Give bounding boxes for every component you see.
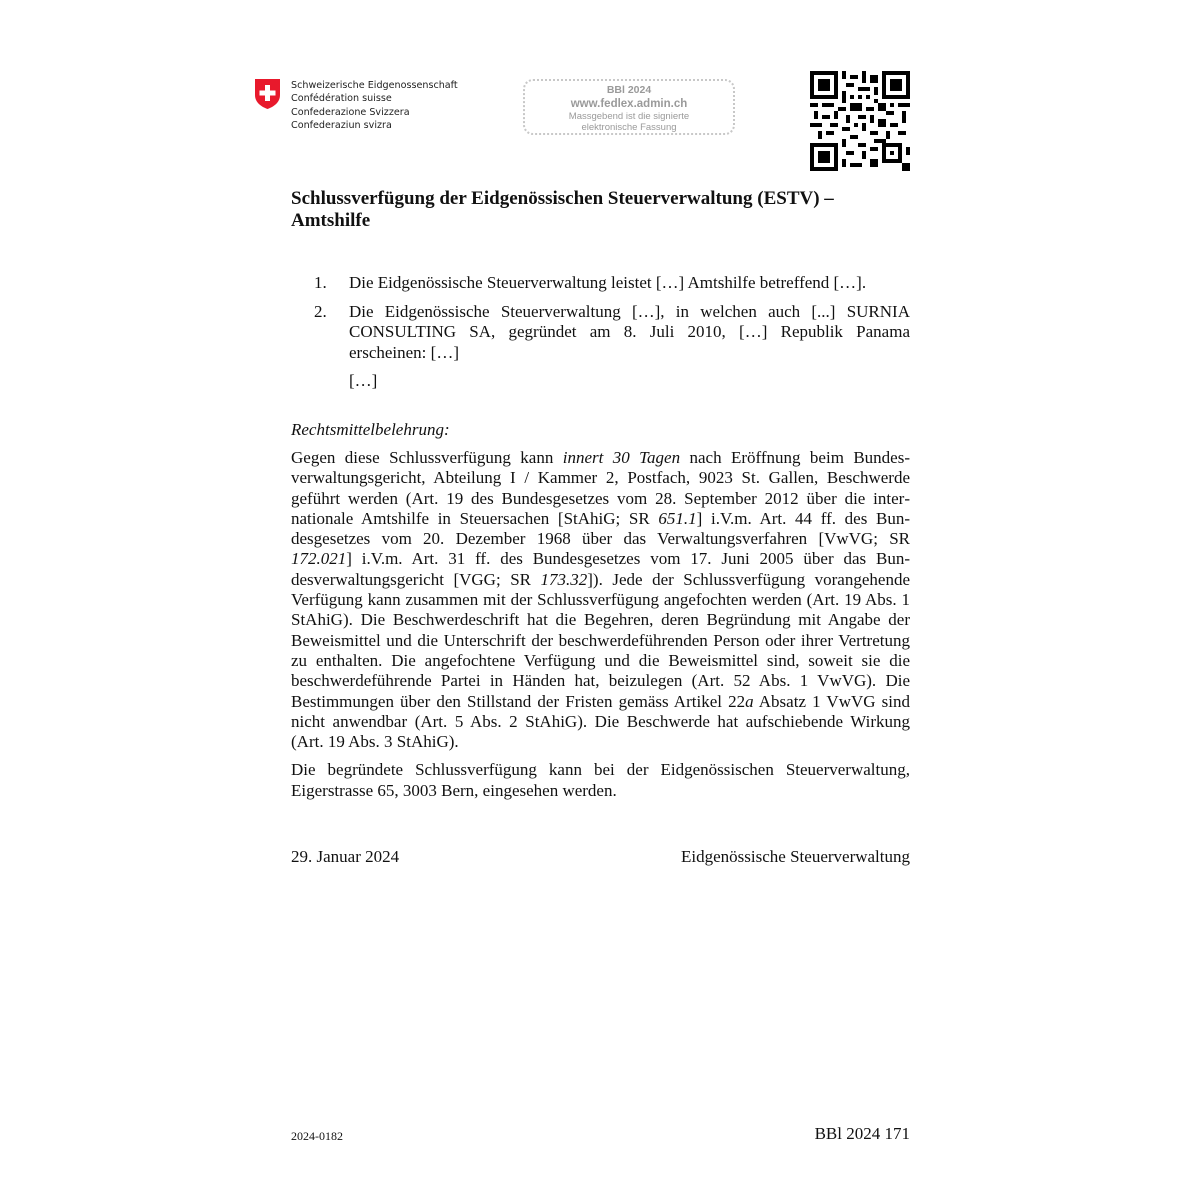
text-run: ] i.V.m. Art. 44 ff. des Bundesgesetzes vom 20. Dezember 1968 über das Verwaltungsverfahren [VwVG; SR: [291, 508, 910, 549]
text-run-italic: 173.32: [540, 569, 588, 589]
list-item-number: 2.: [314, 301, 327, 321]
stamp-bbl: BBl 2024: [606, 84, 652, 96]
confederation-names: [291, 79, 458, 132]
rechtsmittel-paragraph-1: [291, 448, 910, 752]
text-run: ]). Jede der Schlussverfügung vorangehende Verfügung kann zusammen mit der Schlussverfügung angefochten werden (Art. 19 Abs. 1 StAhiG). Die Beschwerdeschrift hat die Begehren, deren Begründung mit Angabe der Beweismittel und die Unterschrift der beschwerdeführenden Person oder ihrer Vertretung zu enthalten. Die angefochtene Verfügung und die Beweismittel sind, soweit sie die beschwerdeführende Partei in Händen hat, beizulegen (Art. 52 Abs. 1 VwVG). Die Bestimmungen über den Stillstand der Fristen gemäss Artikel 22: [291, 569, 910, 711]
rechtsmittel-paragraph-2: Die begründete Schlussverfügung kann bei der Eidgenössischen Steuerverwaltung, Eigerstrasse 65, 3003 Bern, eingesehen werden.: [291, 760, 910, 800]
text-run: ] i.V.m. Art. 31 ff. des Bundesgesetzes vom 17. Juni 2005 über das Bundesverwaltungsgericht [VGG; SR: [291, 549, 910, 589]
text-run: nach Eröffnung beim Bundesverwaltungsgericht, Abteilung I / Kammer 2, Postfach, 9023 St. Gallen, Beschwerde geführt werden (Art. 19 des Bundesgesetzes vom 28. September 2012 über die internationale Amtshilfe in Steuersachen [StAhiG; SR: [291, 448, 910, 528]
text-run-italic: innert 30 Tagen: [562, 448, 681, 467]
title-line-1: Schlussverfügung der Eidgenössischen Steuerverwaltung (ESTV) –: [291, 188, 834, 209]
document-number: 2024-0182: [291, 1129, 343, 1143]
list-ellipsis: […]: [349, 371, 378, 390]
bbl-reference: BBl 2024 171: [814, 1124, 910, 1143]
rechtsmittel-body: [291, 448, 910, 809]
text-run: Gegen diese Schlussverfügung kann: [291, 448, 563, 467]
document-date: 29. Januar 2024: [291, 847, 400, 866]
list-item: [291, 302, 910, 364]
title-line-2: Amtshilfe: [291, 210, 371, 231]
document-title: [291, 188, 910, 232]
list-item-text: Die Eidgenössische Steuerverwaltung leistet […] Amtshilfe betreffend […].: [349, 273, 867, 292]
stamp-url[interactable]: www.fedlex.admin.ch: [570, 98, 688, 110]
text-run: Absatz 1 VwVG sind nicht anwendbar (Art. 5 Abs. 2 StAhiG). Die Beschwerde hat aufschiebende Wirkung (Art. 19 Abs. 3 StAhiG).: [291, 691, 910, 752]
swiss-crest-icon: [254, 78, 281, 110]
list-item-number: 1.: [314, 273, 327, 292]
list-item: [291, 273, 910, 294]
issuing-authority: Eidgenössische Steuerverwaltung: [681, 847, 910, 866]
text-run-italic: a: [745, 691, 754, 711]
stamp-note-2: elektronische Fassung: [581, 122, 677, 133]
decision-list: [291, 273, 910, 392]
rechtsmittel-heading: Rechtsmittelbelehrung:: [291, 420, 450, 439]
text-run-italic: 651.1: [658, 508, 697, 528]
text-run-italic: 172.021: [291, 549, 347, 569]
confed-line-fr: Confédération suisse: [291, 93, 392, 105]
stamp-note-1: Massgebend ist die signierte: [568, 111, 690, 122]
qr-code-icon: [810, 71, 910, 171]
confed-line-de: Schweizerische Eidgenossenschaft: [291, 80, 458, 91]
list-item-text: Die Eidgenössische Steuerverwaltung […], in welchen auch [...] SURNIA CONSULTING SA, gegründet am 8. Juli 2010, […] Republik Panama erscheinen: […]: [349, 301, 910, 362]
fedlex-stamp: [523, 79, 735, 135]
confed-line-rm: Confederaziun svizra: [291, 119, 392, 131]
confed-line-it: Confederazione Svizzera: [291, 106, 410, 118]
